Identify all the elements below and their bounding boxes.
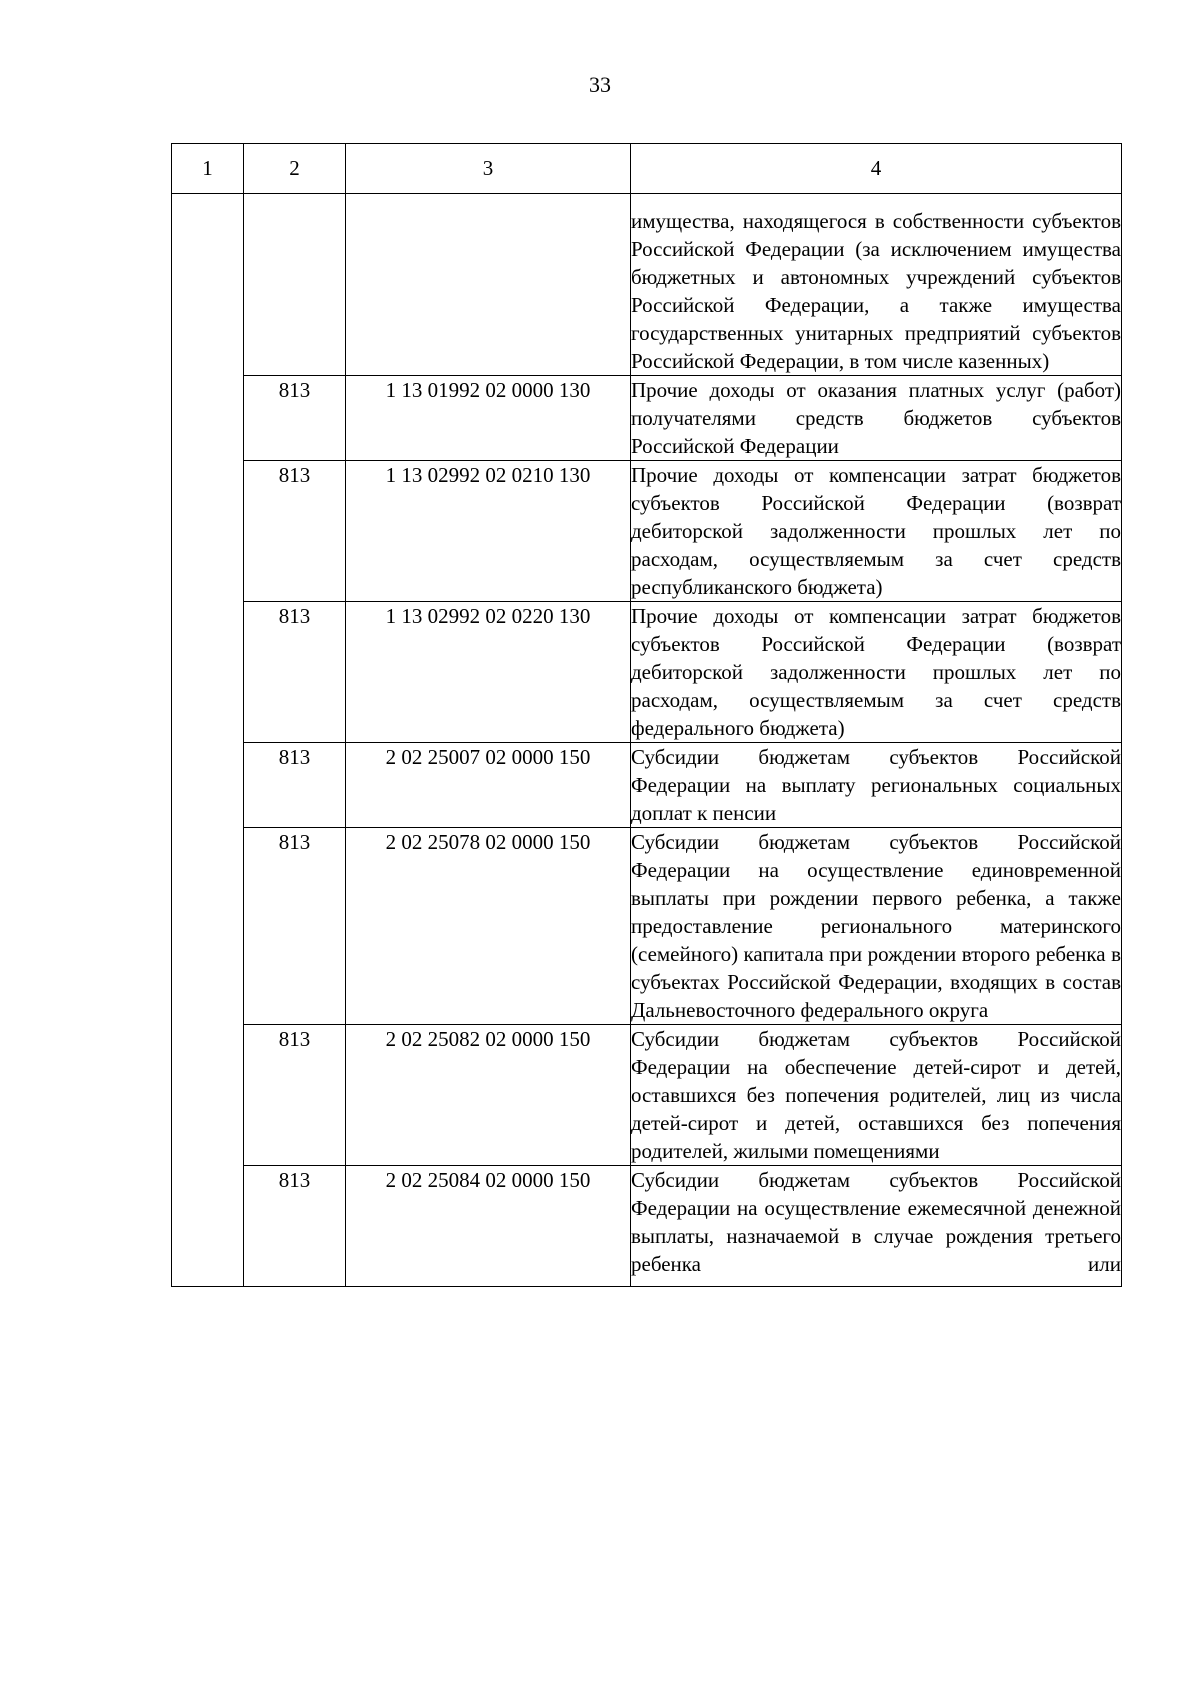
admin-code-cell (244, 194, 346, 376)
table-row (172, 376, 1122, 461)
revenue-code-cell: 1 13 02992 02 0220 130 (346, 602, 631, 743)
page-number: 33 (589, 72, 611, 97)
table-row (172, 828, 1122, 1025)
description-cell: Прочие доходы от компенсации затрат бюджетов субъектов Российской Федерации (возврат дебиторской задолженности прошлых лет по расходам, осуществляемым за счет средств республиканского бюджета) (631, 461, 1122, 602)
col1-cell (172, 194, 244, 1287)
header-col-3: 3 (346, 144, 631, 194)
description-cell: Субсидии бюджетам субъектов Российской Федерации на осуществление единовременной выплаты при рождении первого ребенка, а также предоставление регионального материнского (семейного) капитала при рождении второго ребенка в субъектах Российской Федерации, входящих в состав Дальневосточного федерального округа (631, 828, 1122, 1025)
table-row (172, 602, 1122, 743)
revenue-code-cell (346, 194, 631, 376)
admin-code-cell: 813 (244, 461, 346, 602)
description-cell: Прочие доходы от компенсации затрат бюджетов субъектов Российской Федерации (возврат дебиторской задолженности прошлых лет по расходам, осуществляемым за счет средств федерального бюджета) (631, 602, 1122, 743)
revenue-code-cell: 1 13 01992 02 0000 130 (346, 376, 631, 461)
header-col-2: 2 (244, 144, 346, 194)
table-row (172, 194, 1122, 376)
description-cell: Субсидии бюджетам субъектов Российской Федерации на осуществление ежемесячной денежной выплаты, назначаемой в случае рождения третьего ребенка или (631, 1166, 1122, 1287)
revenue-code-cell: 2 02 25084 02 0000 150 (346, 1166, 631, 1287)
revenue-code-cell: 2 02 25082 02 0000 150 (346, 1025, 631, 1166)
table-row (172, 1025, 1122, 1166)
description-cell: Субсидии бюджетам субъектов Российской Федерации на обеспечение детей-сирот и детей, оставшихся без попечения родителей, лиц из числа детей-сирот и детей, оставшихся без попечения родителей, жилыми помещениями (631, 1025, 1122, 1166)
revenue-code-cell: 2 02 25078 02 0000 150 (346, 828, 631, 1025)
admin-code-cell: 813 (244, 828, 346, 1025)
header-col-1: 1 (172, 144, 244, 194)
revenue-code-cell: 2 02 25007 02 0000 150 (346, 743, 631, 828)
table-row (172, 743, 1122, 828)
revenue-codes-table (171, 143, 1122, 1287)
header-col-4: 4 (631, 144, 1122, 194)
admin-code-cell: 813 (244, 376, 346, 461)
description-cell: Субсидии бюджетам субъектов Российской Федерации на выплату региональных социальных доплат к пенсии (631, 743, 1122, 828)
admin-code-cell: 813 (244, 1166, 346, 1287)
table-header-row (172, 144, 1122, 194)
admin-code-cell: 813 (244, 743, 346, 828)
description-cell: Прочие доходы от оказания платных услуг (работ) получателями средств бюджетов субъектов Российской Федерации (631, 376, 1122, 461)
admin-code-cell: 813 (244, 602, 346, 743)
admin-code-cell: 813 (244, 1025, 346, 1166)
description-cell: имущества, находящегося в собственности субъектов Российской Федерации (за исключением имущества бюджетных и автономных учреждений субъектов Российской Федерации, а также имущества государственных унитарных предприятий субъектов Российской Федерации, в том числе казенных) (631, 194, 1122, 376)
revenue-code-cell: 1 13 02992 02 0210 130 (346, 461, 631, 602)
table-row (172, 461, 1122, 602)
table-row (172, 1166, 1122, 1287)
